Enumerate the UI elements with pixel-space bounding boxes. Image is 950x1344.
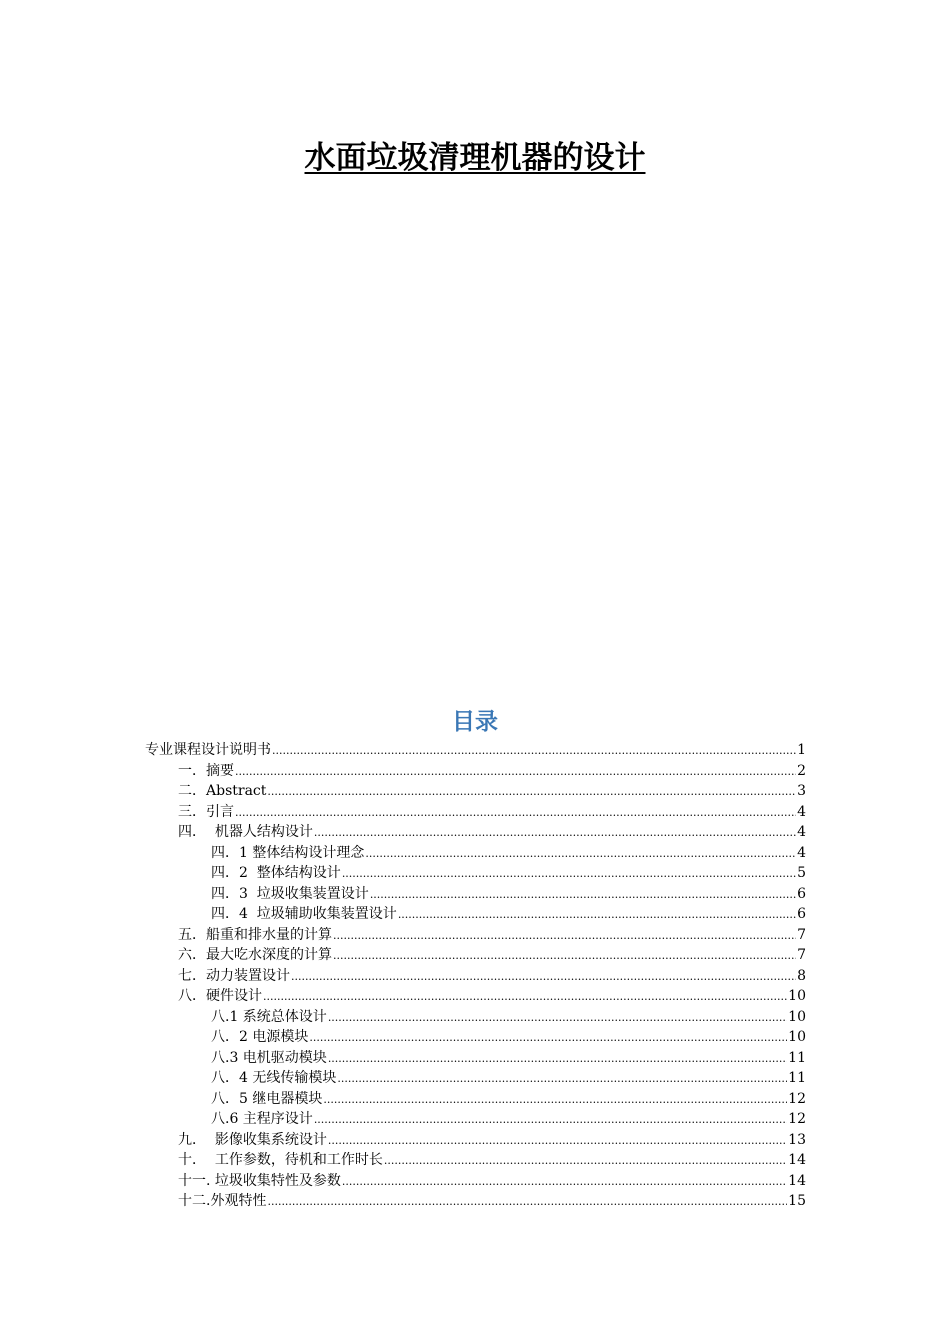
toc-entry-page: 12 [788,1111,806,1127]
toc-entry-text: 四．1 整体结构设计理念 [211,844,365,861]
toc-entry-text: 四． 机器人结构设计 [178,824,313,840]
toc-entry-page: 12 [788,1090,806,1107]
toc-entry-page: 8 [797,967,806,984]
toc-leader-dots [333,946,796,966]
toc-entry-text: 专业课程设计说明书 [145,742,271,758]
toc-leader-dots [398,905,796,925]
toc-entry[interactable] [178,822,806,843]
toc-leader-dots [333,926,796,946]
toc-leader-dots [365,844,796,864]
toc-leader-dots [314,1110,787,1130]
toc-entry-page: 10 [788,988,806,1004]
toc-leader-dots [272,741,796,761]
toc-entry-page: 4 [797,844,806,861]
toc-entry[interactable] [145,740,806,761]
toc-entry[interactable] [178,966,806,987]
toc-entry-page: 4 [797,803,806,820]
toc-entry[interactable] [178,986,806,1007]
toc-leader-dots [323,1090,787,1110]
toc-entry-text: 四．4 垃圾辅助收集装置设计 [211,906,397,922]
toc-leader-dots [328,1008,787,1028]
toc-entry[interactable] [178,802,806,823]
toc-leader-dots [263,987,787,1007]
toc-entry[interactable] [211,1109,806,1130]
toc-leader-dots [314,823,796,843]
toc-leader-dots [267,782,796,802]
toc-entry[interactable] [178,925,806,946]
toc-entry-text: 九． 影像收集系统设计 [178,1131,327,1148]
toc-entry-page: 6 [797,906,806,922]
toc-entry[interactable] [211,904,806,925]
toc-entry[interactable] [178,1130,806,1151]
toc-entry-text: 八.3 电机驱动模块 [211,1049,327,1066]
toc-entry-text: 八．2 电源模块 [211,1029,309,1045]
toc-entry-text: 四．3 垃圾收集装置设计 [211,885,369,902]
toc-entry-page: 11 [788,1049,806,1066]
toc-entry[interactable] [211,1027,806,1048]
toc-leader-dots [291,967,796,987]
toc-entry-page: 1 [797,742,806,758]
toc-entry-page: 6 [797,885,806,902]
toc-entry[interactable] [211,863,806,884]
toc-entry-text: 一．摘要 [178,762,234,779]
toc-entry-page: 11 [788,1070,806,1086]
toc-entry[interactable] [211,1048,806,1069]
toc-leader-dots [328,1131,787,1151]
toc-entry[interactable] [178,1171,806,1192]
toc-entry-page: 2 [797,762,806,779]
toc-entry-text: 三．引言 [178,803,234,820]
toc-entry-page: 10 [788,1008,806,1025]
toc-entry-text: 六．最大吃水深度的计算 [178,947,332,963]
toc-entry[interactable] [211,1068,806,1089]
toc-entry-text: 八．4 无线传输模块 [211,1070,337,1086]
toc-entry[interactable] [178,761,806,782]
toc-entry-page: 4 [797,824,806,840]
toc-entry-page: 7 [797,926,806,943]
toc-entry-page: 7 [797,947,806,963]
toc-entry-text: 七．动力装置设计 [178,967,290,984]
toc-entry[interactable] [211,1089,806,1110]
toc-entry[interactable] [211,1007,806,1028]
toc-leader-dots [337,1069,787,1089]
toc-entry-text: 八.1 系统总体设计 [211,1008,327,1025]
toc-entry-text: 十． 工作参数，待机和工作时长 [178,1152,383,1168]
toc-leader-dots [342,864,796,884]
document-title [0,136,950,180]
toc-entry-text: 五．船重和排水量的计算 [178,926,332,943]
toc-entry[interactable] [178,781,806,802]
toc-entry-page: 13 [788,1131,806,1148]
toc-leader-dots [328,1049,787,1069]
toc-heading: 目录 [452,709,498,735]
toc-leader-dots [342,1172,787,1192]
toc-leader-dots [309,1028,787,1048]
toc-entry-text: 八．硬件设计 [178,988,262,1004]
toc-entry-text: 八.6 主程序设计 [211,1111,313,1127]
toc-entry[interactable] [178,1150,806,1171]
toc-leader-dots [370,885,796,905]
toc-entry-page: 14 [788,1172,806,1189]
toc-leader-dots [267,1192,787,1212]
toc-entry-page: 3 [797,783,806,799]
toc-entry-page: 10 [788,1029,806,1045]
toc-entry-page: 14 [788,1152,806,1168]
toc-entry-text: 八．5 继电器模块 [211,1090,323,1107]
toc-leader-dots [235,803,796,823]
toc-entry-page: 5 [797,865,806,881]
toc-entry-text: 四．2 整体结构设计 [211,865,341,881]
toc-entry[interactable] [178,1191,806,1212]
toc-entry-text: 二．Abstract [178,783,267,799]
toc-entry[interactable] [178,945,806,966]
toc-entry[interactable] [211,884,806,905]
toc-entry[interactable] [211,843,806,864]
document-title-text: 水面垃圾清理机器的设计 [304,140,646,176]
toc-leader-dots [235,762,796,782]
toc-entry-text: 十二.外观特性 [178,1193,267,1209]
toc-entry-text: 十一. 垃圾收集特性及参数 [178,1172,341,1189]
toc-leader-dots [384,1151,787,1171]
toc-entry-page: 15 [788,1193,806,1209]
